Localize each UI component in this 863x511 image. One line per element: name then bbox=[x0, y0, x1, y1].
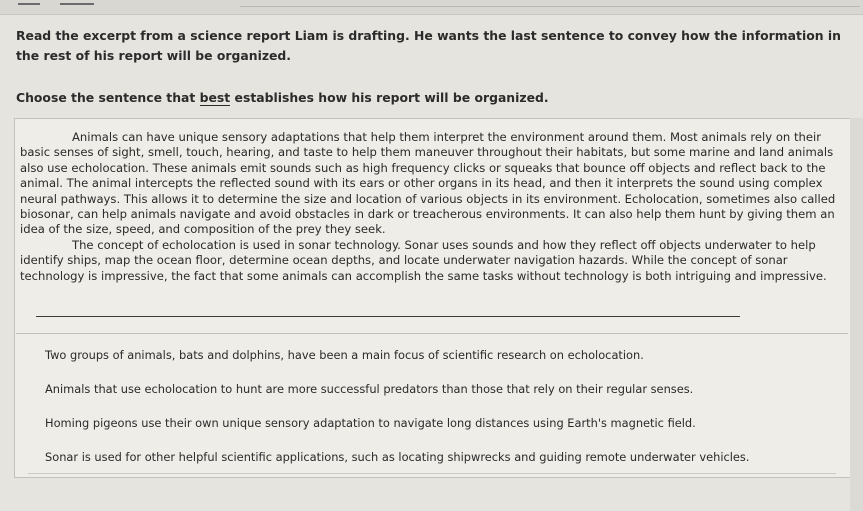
answer-choice-1[interactable]: Two groups of animals, bats and dolphins, have been a main focus of scientific research on echolocation. bbox=[45, 348, 644, 362]
instruction-text: establishes how his report will be organized. bbox=[230, 90, 549, 105]
answer-blank-line bbox=[36, 316, 740, 317]
instruction-text: Choose the sentence that bbox=[16, 90, 200, 105]
instruction-emphasis: best bbox=[199, 90, 231, 105]
answer-choice-4[interactable]: Sonar is used for other helpful scientific applications, such as locating shipwrecks and guiding remote underwater vehicles. bbox=[45, 450, 750, 464]
toolbar-rule bbox=[240, 6, 860, 7]
toolbar-mark bbox=[18, 3, 40, 5]
question-instruction bbox=[16, 90, 846, 105]
top-toolbar-strip bbox=[0, 0, 863, 15]
report-excerpt bbox=[20, 130, 850, 284]
passage-paragraph: The concept of echolocation is used in sonar technology. Sonar uses sounds and how they reflect off objects underwater to help identify ships, map the ocean floor, determine ocean depths, and locate underwater navigation hazards. While the concept of sonar technology is impressive, the fact that some animals can accomplish the same tasks without technology is both intriguing and impressive. bbox=[20, 237, 827, 283]
answer-choice-3[interactable]: Homing pigeons use their own unique sensory adaptation to navigate long distances using Earth's magnetic field. bbox=[45, 416, 696, 430]
answer-choice-2[interactable]: Animals that use echolocation to hunt are more successful predators than those that rely on their regular senses. bbox=[45, 382, 694, 396]
section-divider bbox=[16, 333, 848, 334]
toolbar-mark bbox=[60, 3, 94, 5]
answer-choices bbox=[16, 338, 840, 474]
question-prompt: Read the excerpt from a science report Liam is drafting. He wants the last sentence to convey how the information in the rest of his report will be organized. bbox=[16, 28, 841, 63]
passage-paragraph: Animals can have unique sensory adaptations that help them interpret the environment around them. Most animals rely on their basic senses of sight, smell, touch, hearing, and taste to help them maneuver throughout their habitats, but some marine and land animals also use echolocation. These animals emit sounds such as high frequency clicks or squeaks that bounce off objects and reflect back to the animal. The animal intercepts the reflected sound with its ears or other organs in its head, and then it interprets the sound using complex neural pathways. This allows it to determine the size and location of various objects in its environment. Echolocation, sometimes also called biosonar, can help animals navigate and avoid obstacles in dark or treacherous environments. It can also help them hunt by giving them an idea of the size, speed, and composition of the prey they seek. bbox=[20, 130, 836, 237]
page-edge bbox=[850, 118, 863, 511]
choices-bottom-rule bbox=[28, 473, 836, 474]
